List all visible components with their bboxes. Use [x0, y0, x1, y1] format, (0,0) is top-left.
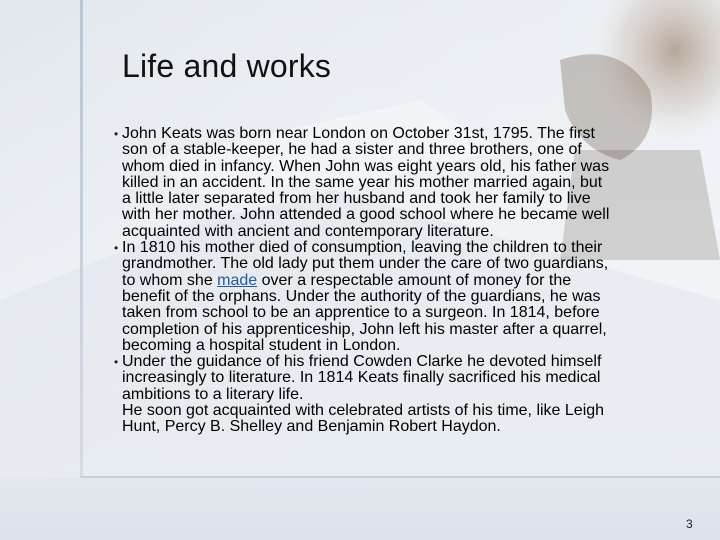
page-number: 3	[686, 517, 693, 531]
text-line: He soon got acquainted with celebrated artists of his time, like Leigh	[122, 402, 605, 420]
left-accent-bar	[80, 0, 83, 540]
bullet-icon: •	[114, 241, 119, 256]
bullet-icon: •	[114, 127, 119, 141]
text-line: becoming a hospital student in London.	[122, 336, 401, 354]
text-line: taken from school to be an apprentice to a surgeon. In 1814, before	[122, 304, 600, 322]
text-line: a little later separated from her husband and took her family to live	[122, 190, 591, 208]
text-line: In 1810 his mother died of consumption, leaving the children to their	[122, 239, 603, 257]
bullet-icon: •	[114, 355, 119, 370]
text-line: Hunt, Percy B. Shelley and Benjamin Robert Haydon.	[122, 418, 501, 436]
footer-band	[0, 478, 720, 540]
slide-title: Life and works	[122, 48, 332, 84]
text-line: increasingly to literature. In 1814 Keats finally sacrificed his medical	[122, 369, 601, 387]
text-line-with-link	[122, 273, 678, 289]
bullet-list	[88, 126, 678, 436]
text-line: acquainted with ancient and contemporary literature.	[122, 222, 494, 240]
made-link[interactable]: made	[217, 271, 258, 289]
bullet-item	[88, 240, 678, 354]
text-line: benefit of the orphans. Under the authority of the guardians, he was	[122, 287, 601, 305]
text-line: with her mother. John attended a good school where he became well	[122, 206, 610, 224]
text-line: son of a stable-keeper, he had a sister and three brothers, one of	[122, 141, 582, 159]
bullet-item	[88, 126, 678, 240]
text-line: killed in an accident. In the same year his mother married again, but	[122, 173, 603, 191]
text-line: John Keats was born near London on October 31st, 1795. The first	[122, 125, 595, 142]
text-line: ambitions to a literary life.	[122, 385, 304, 403]
text-line: whom died in infancy. When John was eight years old, his father was	[122, 157, 610, 175]
bullet-item	[88, 354, 678, 435]
text-line: Under the guidance of his friend Cowden Clarke he devoted himself	[122, 353, 602, 371]
text-fragment: over a respectable amount of money for the	[257, 271, 572, 289]
text-line: completion of his apprenticeship, John left his master after a quarrel,	[122, 320, 607, 338]
text-line: grandmother. The old lady put them under the care of two guardians,	[122, 255, 609, 273]
text-fragment: to whom she	[122, 271, 218, 289]
